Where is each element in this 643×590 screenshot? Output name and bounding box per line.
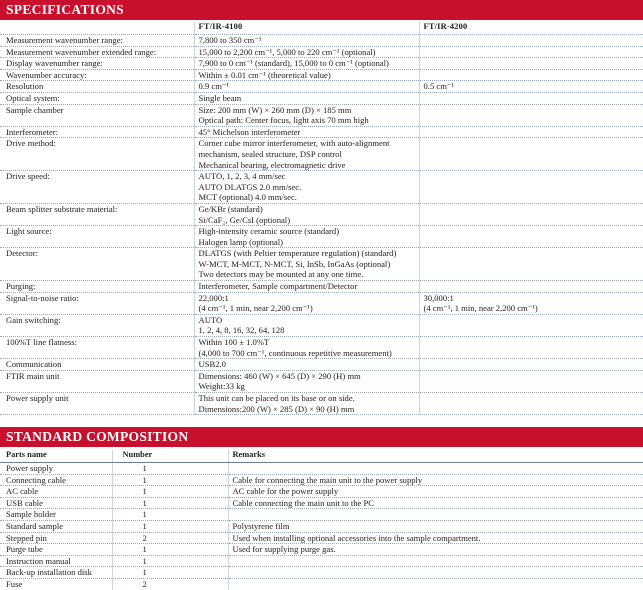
composition-row: [0, 463, 643, 475]
spec-value-4200: [419, 281, 643, 293]
spec-value-line: 0.9 cm⁻¹: [198, 81, 230, 92]
spec-label: Wavenumber accuracy:: [0, 69, 194, 81]
spec-label: Sample chamber: [0, 104, 194, 126]
spec-value-4100: [194, 314, 419, 336]
spec-value-line: AUTO, 1, 2, 3, 4 mm/sec: [198, 171, 286, 182]
part-name: Power supply: [0, 463, 112, 475]
spec-value-line: AUTO DLATGS 2.0 mm/sec.: [198, 181, 302, 192]
spec-value-4100: [194, 337, 419, 359]
composition-header: [0, 427, 643, 447]
spec-value-line: Optical path: Center focus, light axis 70 mm high: [198, 115, 369, 126]
specifications-header: [0, 0, 643, 20]
spec-value-4100: [194, 393, 419, 415]
spec-value-line: mechanism, sealed structure, DSP control: [198, 148, 342, 159]
spec-value-4100: [194, 92, 419, 104]
spec-value-4200: [419, 35, 643, 47]
spec-value-line: (4,000 to 700 cm⁻¹, continuous repetitive measurement): [198, 347, 392, 358]
spec-row: [0, 58, 643, 70]
spec-row: [0, 359, 643, 371]
spec-label: Display wavenumber range:: [0, 58, 194, 70]
spec-value-line: 15,000 to 2,200 cm⁻¹, 5,000 to 220 cm⁻¹ (optional): [198, 46, 376, 57]
spec-value-line: Corner cube mirror interferometer, with auto-alignment: [198, 138, 390, 149]
composition-row: [0, 520, 643, 532]
part-number: 2: [112, 578, 228, 589]
composition-row: [0, 555, 643, 567]
spec-value-4100: [194, 104, 419, 126]
spec-label: Power supply unit: [0, 393, 194, 415]
part-number: 1: [112, 497, 228, 509]
spec-row: [0, 69, 643, 81]
spec-value-4200: [419, 393, 643, 415]
part-name: AC cable: [0, 486, 112, 498]
composition-title: STANDARD COMPOSITION: [6, 429, 189, 444]
spec-value-4200: [419, 138, 643, 171]
spec-row: [0, 104, 643, 126]
spec-value-line: (4 cm⁻¹, 1 min, near 2,200 cm⁻¹): [198, 303, 313, 314]
spec-value-line: USB2.0: [198, 359, 226, 370]
specifications-title: SPECIFICATIONS: [6, 2, 124, 17]
spec-value-line: 7,900 to 0 cm⁻¹ (standard), 15,000 to 0 cm⁻¹ (optional): [198, 58, 389, 69]
part-name: Back-up installation disk: [0, 567, 112, 579]
spec-row: [0, 370, 643, 392]
spec-label: Measurement wavenumber extended range:: [0, 46, 194, 58]
spec-label: 100%T line flatness:: [0, 337, 194, 359]
spec-value-line: Single beam: [198, 92, 242, 103]
spec-label: Signal-to-noise ratio:: [0, 292, 194, 314]
spec-row: [0, 171, 643, 204]
spec-value-4100: [194, 46, 419, 58]
spec-row: [0, 81, 643, 93]
part-number: 1: [112, 509, 228, 521]
part-name: Standard sample: [0, 520, 112, 532]
spec-label: Drive method:: [0, 138, 194, 171]
spec-row: [0, 138, 643, 171]
spec-value-line: Mechanical bearing, electromagnetic drive: [198, 159, 346, 170]
spec-row: [0, 292, 643, 314]
part-remarks: Used when installing optional accessories into the sample compartment.: [228, 532, 643, 544]
spec-label: Interferometer:: [0, 126, 194, 138]
part-name: Sample holder: [0, 509, 112, 521]
part-remarks: [228, 578, 643, 589]
composition-row: [0, 544, 643, 556]
spec-row: [0, 281, 643, 293]
spec-value-4100: [194, 35, 419, 47]
spec-col-model-4200: FT/IR-4200: [419, 22, 643, 35]
part-name: Fuse: [0, 578, 112, 589]
part-number: 1: [112, 463, 228, 475]
spec-label: Light source:: [0, 226, 194, 248]
spec-value-4200: [419, 370, 643, 392]
spec-value-4100: [194, 359, 419, 371]
spec-row: [0, 203, 643, 225]
spec-value-4200: [419, 337, 643, 359]
spec-value-line: This unit can be placed on its base or on side.: [198, 393, 355, 403]
specifications-table: [0, 22, 643, 415]
part-number: 1: [112, 474, 228, 486]
composition-header-row: [0, 450, 643, 463]
spec-value-line: 22,000:1: [198, 292, 229, 303]
spec-value-line: Two detectors may be mounted at any one time.: [198, 269, 364, 280]
spec-value-line: (4 cm⁻¹, 1 min, near 2,200 cm⁻¹): [423, 303, 538, 314]
spec-row: [0, 226, 643, 248]
part-name: Instruction manual: [0, 555, 112, 567]
part-remarks: [228, 555, 643, 567]
spec-value-4100: [194, 248, 419, 281]
spec-value-4200: [419, 292, 643, 314]
spec-value-4100: [194, 370, 419, 392]
part-remarks: AC cable for the power supply: [228, 486, 643, 498]
spec-value-4100: [194, 138, 419, 171]
spec-value-line: Within 100 ± 1.0%T: [198, 337, 270, 348]
spec-value-4100: [194, 171, 419, 204]
part-name: Stepped pin: [0, 532, 112, 544]
composition-row: [0, 532, 643, 544]
part-number: 1: [112, 486, 228, 498]
spec-value-line: MCT (optional) 4.0 mm/sec.: [198, 192, 297, 203]
part-name: USB cable: [0, 497, 112, 509]
spec-row: [0, 314, 643, 336]
spec-value-line: 7,800 to 350 cm⁻¹: [198, 35, 262, 45]
spec-value-line: AUTO: [198, 314, 223, 325]
spec-value-4200: [419, 359, 643, 371]
part-remarks: [228, 567, 643, 579]
part-number: 1: [112, 567, 228, 579]
spec-value-4200: [419, 69, 643, 81]
spec-row: [0, 393, 643, 415]
part-number: 1: [112, 544, 228, 556]
spec-label: Measurement wavenumber range:: [0, 35, 194, 47]
spec-label: Communication: [0, 359, 194, 371]
spec-value-line: DLATGS (with Peltier temperature regulation) (standard): [198, 248, 397, 259]
spec-value-line: 0.5 cm⁻¹: [423, 81, 455, 92]
spec-label: Gain switching:: [0, 314, 194, 336]
composition-row: [0, 474, 643, 486]
spec-label: Detector:: [0, 248, 194, 281]
part-remarks: Polystyrene film: [228, 520, 643, 532]
spec-value-line: Dimensions:200 (W) × 285 (D) × 90 (H) mm: [198, 403, 355, 414]
spec-label: Drive speed:: [0, 171, 194, 204]
comp-col-parts-name: Parts name: [0, 450, 112, 463]
part-remarks: Cable for connecting the main unit to the power supply: [228, 474, 643, 486]
spec-label: Beam splitter substrate material:: [0, 203, 194, 225]
spec-value-line: Ge/KBr (standard): [198, 203, 263, 214]
spec-value-line: Halogen lamp (optional): [198, 236, 283, 247]
part-remarks: [228, 463, 643, 475]
spec-value-line: Dimensions: 460 (W) × 645 (D) × 290 (H) mm: [198, 370, 361, 381]
composition-table: [0, 450, 643, 590]
composition-row: [0, 509, 643, 521]
spec-value-line: Interferometer, Sample compartment/Detector: [198, 281, 358, 292]
spec-value-4200: [419, 126, 643, 138]
part-remarks: [228, 509, 643, 521]
spec-value-4200: [419, 92, 643, 104]
spec-value-4200: [419, 81, 643, 93]
composition-row: [0, 567, 643, 579]
part-remarks: Cable connecting the main unit to the PC: [228, 497, 643, 509]
spec-value-4100: [194, 126, 419, 138]
spec-value-4200: [419, 46, 643, 58]
spec-value-4100: [194, 281, 419, 293]
part-remarks: Used for supplying purge gas.: [228, 544, 643, 556]
spec-value-line: Weight:33 kg: [198, 381, 245, 392]
spec-value-4200: [419, 203, 643, 225]
spec-col-model-4100: FT/IR-4100: [194, 22, 419, 35]
spec-value-4200: [419, 104, 643, 126]
composition-row: [0, 497, 643, 509]
spec-value-line: 45° Michelson interferometer: [198, 126, 301, 137]
spec-value-line: Si/CaF₂, Ge/CsI (optional): [198, 214, 291, 225]
composition-row: [0, 486, 643, 498]
spec-row: [0, 248, 643, 281]
spec-value-line: Within ± 0.01 cm⁻¹ (theoretical value): [198, 69, 331, 80]
spec-row: [0, 92, 643, 104]
spec-value-line: 30,000:1: [423, 292, 454, 303]
spec-value-line: High-intensity ceramic source (standard): [198, 226, 340, 237]
spec-label: Resolution: [0, 81, 194, 93]
spec-value-4200: [419, 58, 643, 70]
spec-value-4100: [194, 58, 419, 70]
part-number: 1: [112, 555, 228, 567]
comp-col-remarks: Remarks: [228, 450, 643, 463]
specifications-header-row: [0, 22, 643, 35]
spec-col-label: [0, 22, 194, 35]
spec-value-4100: [194, 69, 419, 81]
part-name: Connecting cable: [0, 474, 112, 486]
spec-row: [0, 46, 643, 58]
spec-value-4200: [419, 248, 643, 281]
comp-col-number: Number: [112, 450, 228, 463]
spec-value-4200: [419, 226, 643, 248]
spec-value-4100: [194, 203, 419, 225]
spec-row: [0, 35, 643, 47]
spec-row: [0, 337, 643, 359]
spec-value-line: Size: 200 mm (W) × 260 mm (D) × 185 mm: [198, 104, 352, 115]
spec-value-4200: [419, 314, 643, 336]
part-number: 1: [112, 520, 228, 532]
spec-row: [0, 126, 643, 138]
spec-value-4100: [194, 81, 419, 93]
part-name: Purge tube: [0, 544, 112, 556]
part-number: 2: [112, 532, 228, 544]
spec-value-4100: [194, 292, 419, 314]
spec-label: Purging:: [0, 281, 194, 293]
spec-value-line: 1, 2, 4, 8, 16, 32, 64, 128: [198, 325, 285, 336]
spec-label: FTIR main unit: [0, 370, 194, 392]
spec-label: Optical system:: [0, 92, 194, 104]
spec-value-line: W-MCT, M-MCT, N-MCT, Si, InSb, InGaAs (optional): [198, 258, 391, 269]
spec-value-4100: [194, 226, 419, 248]
composition-row: [0, 578, 643, 589]
spec-value-4200: [419, 171, 643, 204]
